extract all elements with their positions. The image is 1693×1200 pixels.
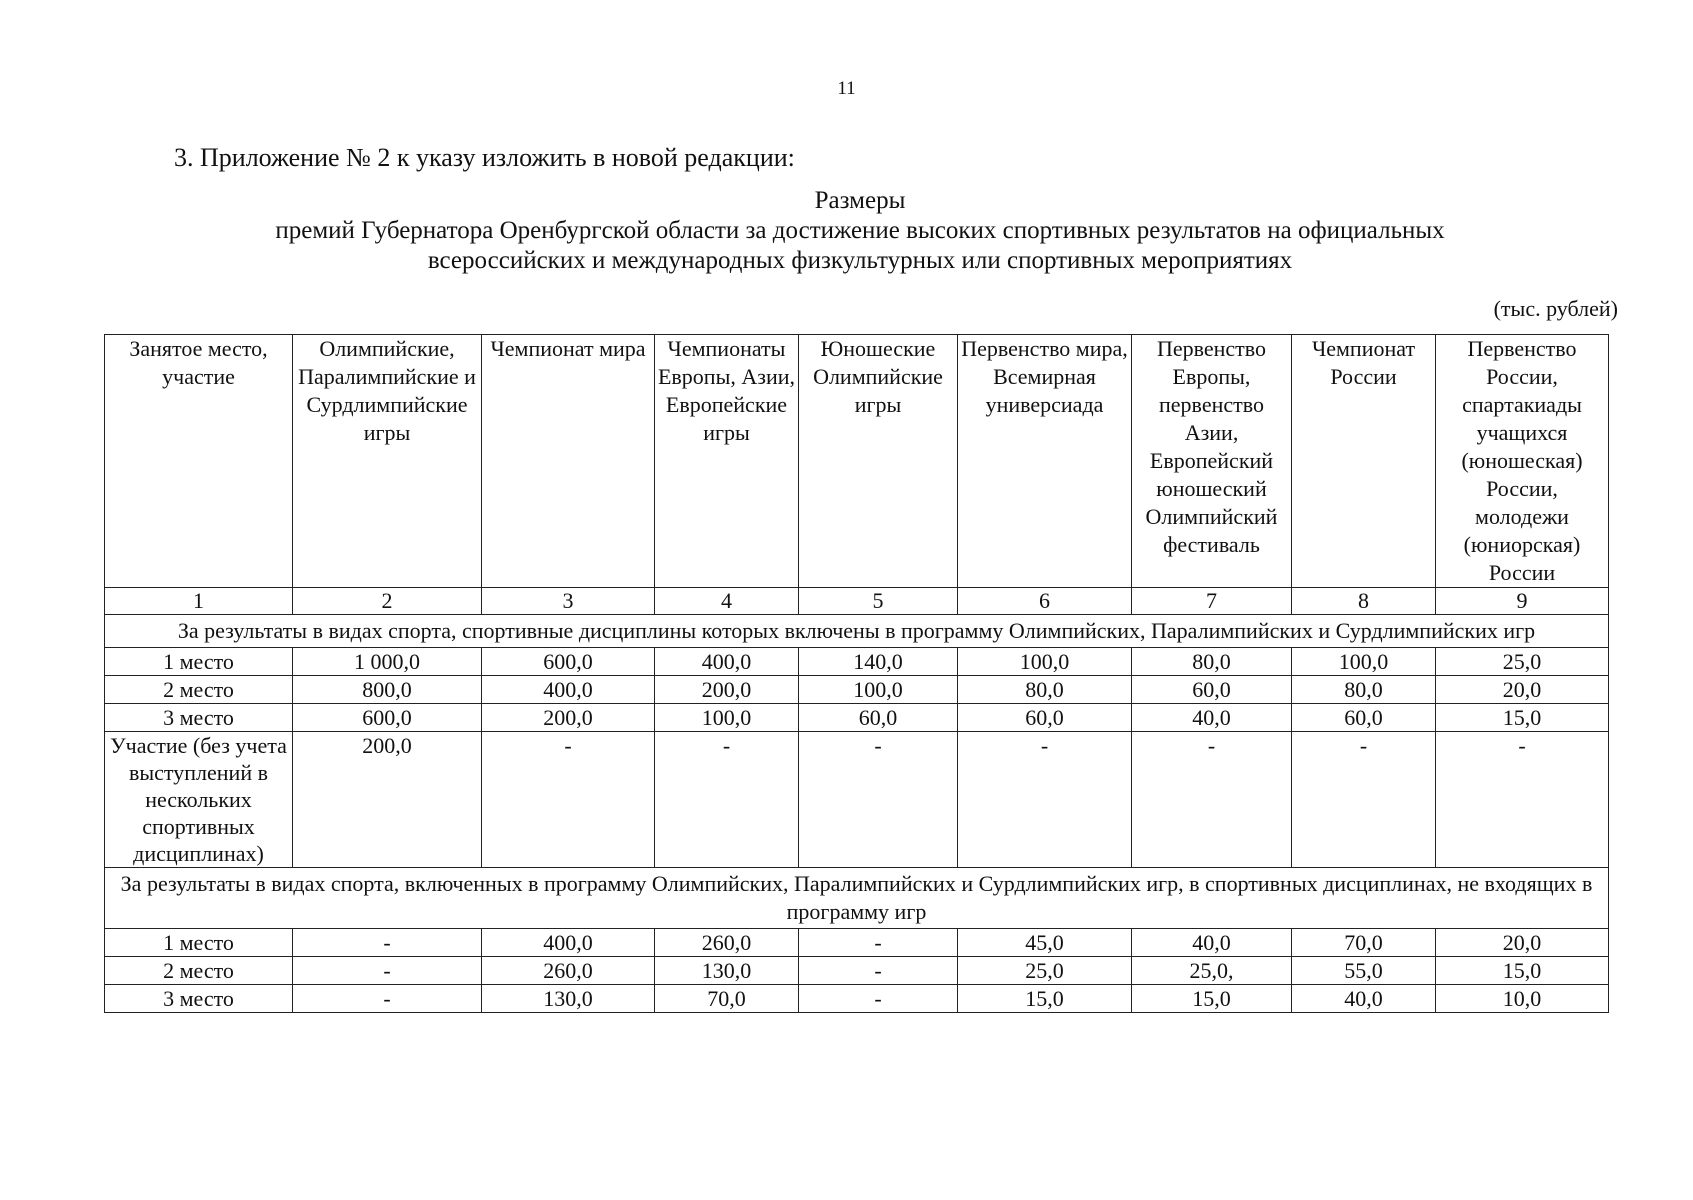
value-cell: - — [799, 985, 958, 1013]
value-cell: 45,0 — [958, 929, 1132, 957]
intro-paragraph: 3. Приложение № 2 к указу изложить в новой редакции: — [174, 143, 795, 172]
column-number: 2 — [293, 588, 482, 615]
value-cell: 40,0 — [1292, 985, 1436, 1013]
table-row — [105, 676, 1609, 704]
row-label-cell: Участие (без учета выступлений в нескольких спортивных дисциплинах) — [105, 732, 293, 868]
units-label: (тыс. рублей) — [1493, 296, 1618, 321]
table-row — [105, 929, 1609, 957]
header-cell: Первенство мира, Всемирная универсиада — [958, 335, 1132, 588]
value-cell: - — [293, 929, 482, 957]
table-row — [105, 648, 1609, 676]
header-cell: Первенство Европы, первенство Азии, Европейский юношеский Олимпийский фестиваль — [1132, 335, 1292, 588]
column-number-row — [105, 588, 1609, 615]
title-line-1: Размеры — [814, 187, 906, 214]
header-cell: Чемпионат России — [1292, 335, 1436, 588]
header-cell: Первенство России, спартакиады учащихся (юношеская) России, молодежи (юниорская) России — [1436, 335, 1609, 588]
title-line-3: всероссийских и международных физкультурных или спортивных мероприятиях — [427, 247, 1293, 274]
value-cell: 70,0 — [1292, 929, 1436, 957]
value-cell: 400,0 — [482, 676, 655, 704]
value-cell: 1 000,0 — [293, 648, 482, 676]
value-cell: - — [799, 929, 958, 957]
value-cell: 80,0 — [1292, 676, 1436, 704]
value-cell: 140,0 — [799, 648, 958, 676]
section-title: За результаты в видах спорта, включенных в программу Олимпийских, Паралимпийских и Сурдлимпийских игр, в спортивных дисциплинах, не входящих в программу игр — [105, 868, 1609, 929]
value-cell: 600,0 — [293, 704, 482, 732]
table-body — [105, 615, 1609, 1013]
value-cell: 15,0 — [1132, 985, 1292, 1013]
document-title — [180, 186, 1540, 276]
column-number: 6 — [958, 588, 1132, 615]
column-number: 5 — [799, 588, 958, 615]
row-label-cell: 1 место — [105, 929, 293, 957]
value-cell: 400,0 — [482, 929, 655, 957]
column-number: 3 — [482, 588, 655, 615]
value-cell: 100,0 — [655, 704, 799, 732]
row-label-cell: 1 место — [105, 648, 293, 676]
table-row — [105, 957, 1609, 985]
header-cell: Олимпийские, Паралимпийские и Сурдлимпийские игры — [293, 335, 482, 588]
header-cell: Занятое место, участие — [105, 335, 293, 588]
value-cell: 200,0 — [293, 732, 482, 868]
value-cell: 80,0 — [1132, 648, 1292, 676]
value-cell: 100,0 — [799, 676, 958, 704]
value-cell: 800,0 — [293, 676, 482, 704]
row-label-cell: 2 место — [105, 957, 293, 985]
value-cell: 60,0 — [799, 704, 958, 732]
value-cell: - — [1436, 732, 1609, 868]
value-cell: 15,0 — [1436, 704, 1609, 732]
value-cell: 130,0 — [482, 985, 655, 1013]
value-cell: - — [293, 957, 482, 985]
value-cell: - — [655, 732, 799, 868]
value-cell: - — [799, 957, 958, 985]
table-row — [105, 985, 1609, 1013]
row-label-cell: 3 место — [105, 704, 293, 732]
value-cell: - — [482, 732, 655, 868]
header-row — [105, 335, 1609, 588]
value-cell: 15,0 — [958, 985, 1132, 1013]
value-cell: 200,0 — [482, 704, 655, 732]
value-cell: 200,0 — [655, 676, 799, 704]
value-cell: 55,0 — [1292, 957, 1436, 985]
column-number: 1 — [105, 588, 293, 615]
value-cell: 260,0 — [482, 957, 655, 985]
table-row — [105, 732, 1609, 868]
header-cell: Чемпионат мира — [482, 335, 655, 588]
section-header-row — [105, 868, 1609, 929]
awards-table — [104, 334, 1609, 1013]
value-cell: - — [799, 732, 958, 868]
value-cell: 80,0 — [958, 676, 1132, 704]
value-cell: 15,0 — [1436, 957, 1609, 985]
column-number: 7 — [1132, 588, 1292, 615]
value-cell: 70,0 — [655, 985, 799, 1013]
value-cell: 25,0 — [1436, 648, 1609, 676]
value-cell: 60,0 — [1132, 676, 1292, 704]
value-cell: 10,0 — [1436, 985, 1609, 1013]
column-number: 9 — [1436, 588, 1609, 615]
value-cell: 100,0 — [958, 648, 1132, 676]
value-cell: 40,0 — [1132, 704, 1292, 732]
header-cell: Юношеские Олимпийские игры — [799, 335, 958, 588]
value-cell: 40,0 — [1132, 929, 1292, 957]
value-cell: 25,0, — [1132, 957, 1292, 985]
row-label-cell: 3 место — [105, 985, 293, 1013]
page-number: 11 — [837, 78, 856, 99]
header-cell: Чемпионаты Европы, Азии, Европейские игры — [655, 335, 799, 588]
value-cell: - — [293, 985, 482, 1013]
table-row — [105, 704, 1609, 732]
section-title: За результаты в видах спорта, спортивные дисциплины которых включены в программу Олимпийских, Паралимпийских и Сурдлимпийских игр — [105, 615, 1609, 648]
column-number: 8 — [1292, 588, 1436, 615]
row-label-cell: 2 место — [105, 676, 293, 704]
value-cell: 260,0 — [655, 929, 799, 957]
column-number: 4 — [655, 588, 799, 615]
title-line-2: премий Губернатора Оренбургской области за достижение высоких спортивных результатов на официальных — [275, 217, 1445, 244]
value-cell: 100,0 — [1292, 648, 1436, 676]
value-cell: - — [1132, 732, 1292, 868]
value-cell: - — [958, 732, 1132, 868]
value-cell: 600,0 — [482, 648, 655, 676]
value-cell: 60,0 — [1292, 704, 1436, 732]
value-cell: 60,0 — [958, 704, 1132, 732]
value-cell: 20,0 — [1436, 929, 1609, 957]
section-header-row — [105, 615, 1609, 648]
value-cell: 20,0 — [1436, 676, 1609, 704]
value-cell: 25,0 — [958, 957, 1132, 985]
value-cell: 400,0 — [655, 648, 799, 676]
value-cell: 130,0 — [655, 957, 799, 985]
value-cell: - — [1292, 732, 1436, 868]
